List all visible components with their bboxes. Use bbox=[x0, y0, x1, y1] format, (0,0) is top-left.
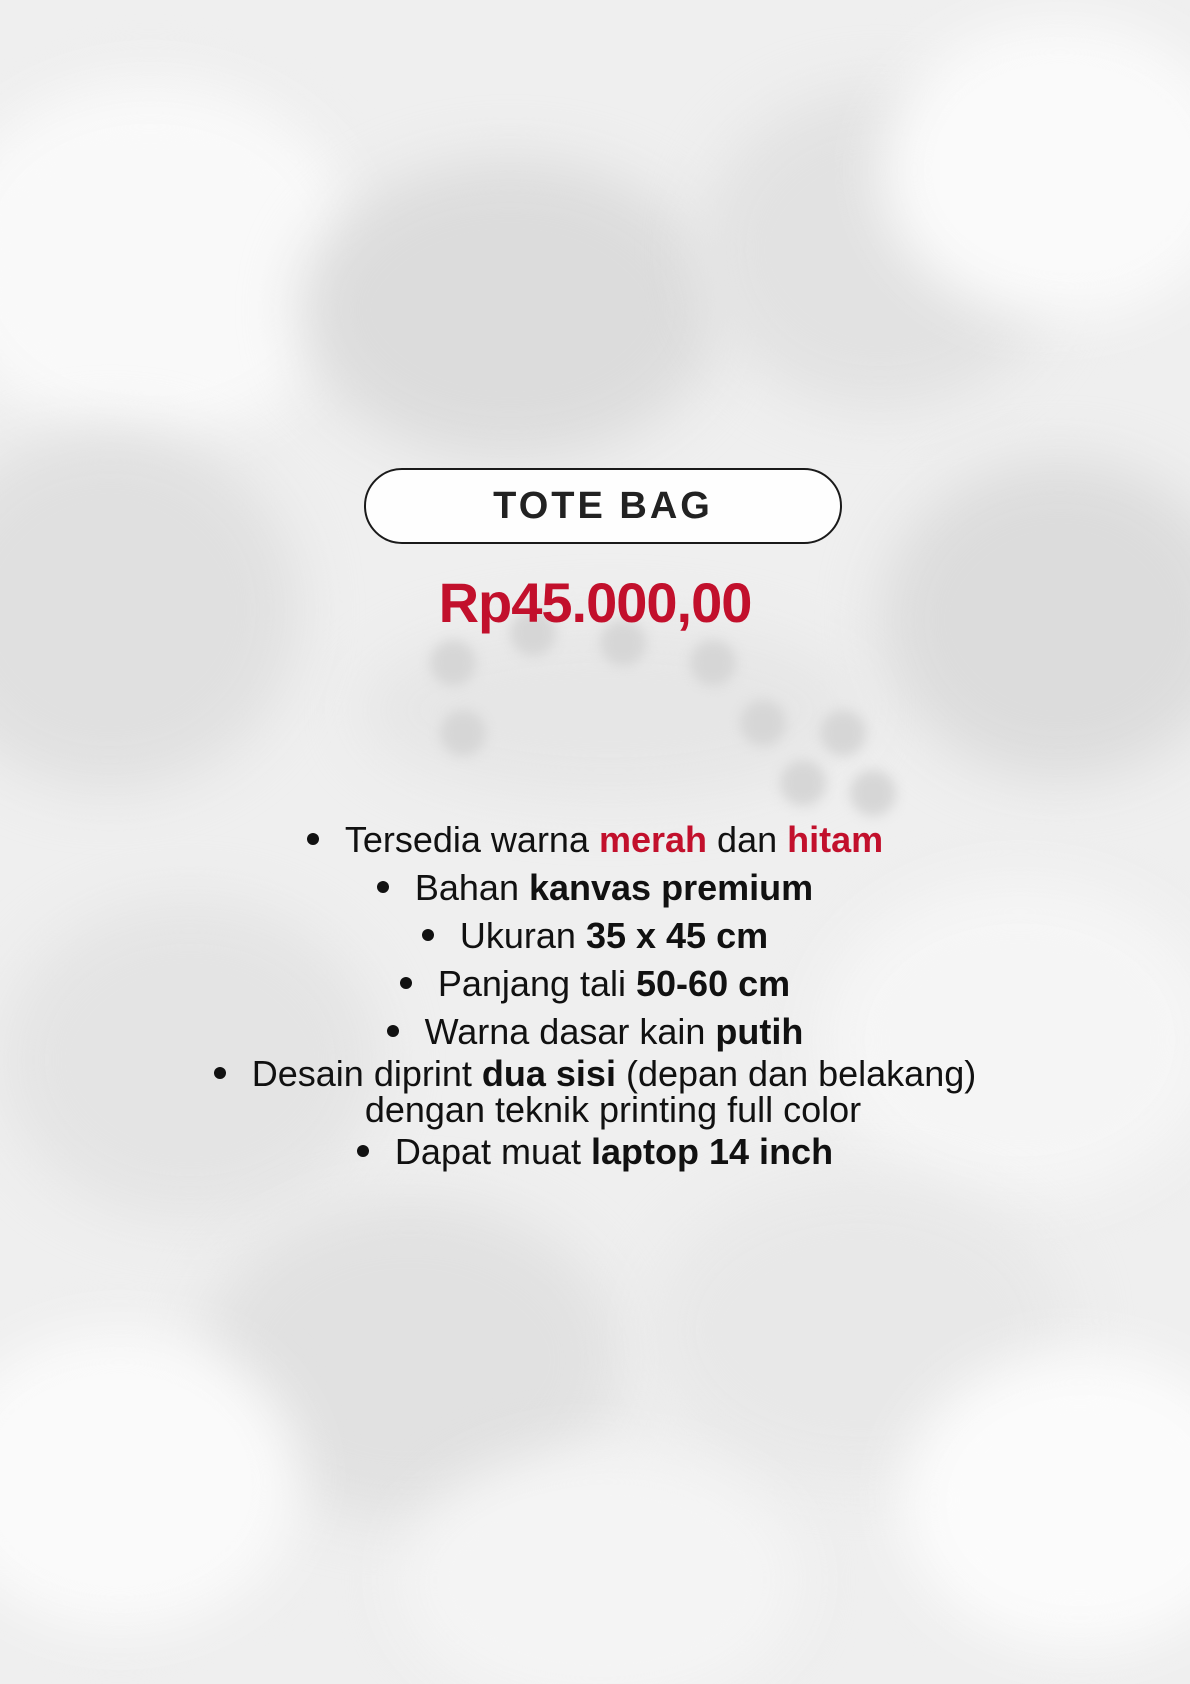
feature-bold: putih bbox=[715, 1011, 804, 1052]
bullet-dot-icon bbox=[377, 881, 389, 893]
feature-highlight-red: merah bbox=[598, 819, 708, 860]
feature-text: (depan dan belakang) bbox=[615, 1053, 977, 1094]
feature-item bbox=[80, 864, 1110, 912]
feature-text: Ukuran bbox=[459, 915, 586, 956]
feature-highlight-red: hitam bbox=[787, 819, 884, 860]
feature-item bbox=[80, 912, 1110, 960]
bullet-dot-icon bbox=[387, 1025, 399, 1037]
feature-text: Bahan bbox=[414, 867, 529, 908]
feature-text: Panjang tali bbox=[437, 963, 637, 1004]
product-title: TOTE BAG bbox=[493, 484, 713, 527]
feature-text: Tersedia warna bbox=[344, 819, 599, 860]
feature-text: Dapat muat bbox=[394, 1131, 592, 1172]
feature-item bbox=[80, 960, 1110, 1008]
feature-text: Desain diprint bbox=[251, 1053, 482, 1094]
feature-bold: kanvas premium bbox=[528, 867, 814, 908]
bullet-dot-icon bbox=[400, 977, 412, 989]
bullet-dot-icon bbox=[307, 833, 319, 845]
bullet-dot-icon bbox=[357, 1145, 369, 1157]
feature-text-continued: dengan teknik printing full color bbox=[364, 1089, 862, 1130]
feature-text: dan bbox=[707, 819, 788, 860]
product-price: Rp45.000,00 bbox=[438, 571, 752, 634]
bullet-dot-icon bbox=[422, 929, 434, 941]
bullet-dot-icon bbox=[214, 1067, 226, 1079]
feature-bold: 35 x 45 cm bbox=[585, 915, 769, 956]
feature-item bbox=[80, 816, 1110, 864]
feature-item bbox=[80, 1128, 1110, 1176]
product-title-pill bbox=[364, 468, 842, 544]
feature-bold: 50-60 cm bbox=[636, 963, 791, 1004]
feature-bold: laptop 14 inch bbox=[591, 1131, 834, 1172]
feature-text: Warna dasar kain bbox=[424, 1011, 716, 1052]
feature-item bbox=[80, 1008, 1110, 1056]
feature-list bbox=[80, 816, 1110, 1176]
feature-bold: dua sisi bbox=[481, 1053, 616, 1094]
feature-item bbox=[80, 1053, 1110, 1130]
